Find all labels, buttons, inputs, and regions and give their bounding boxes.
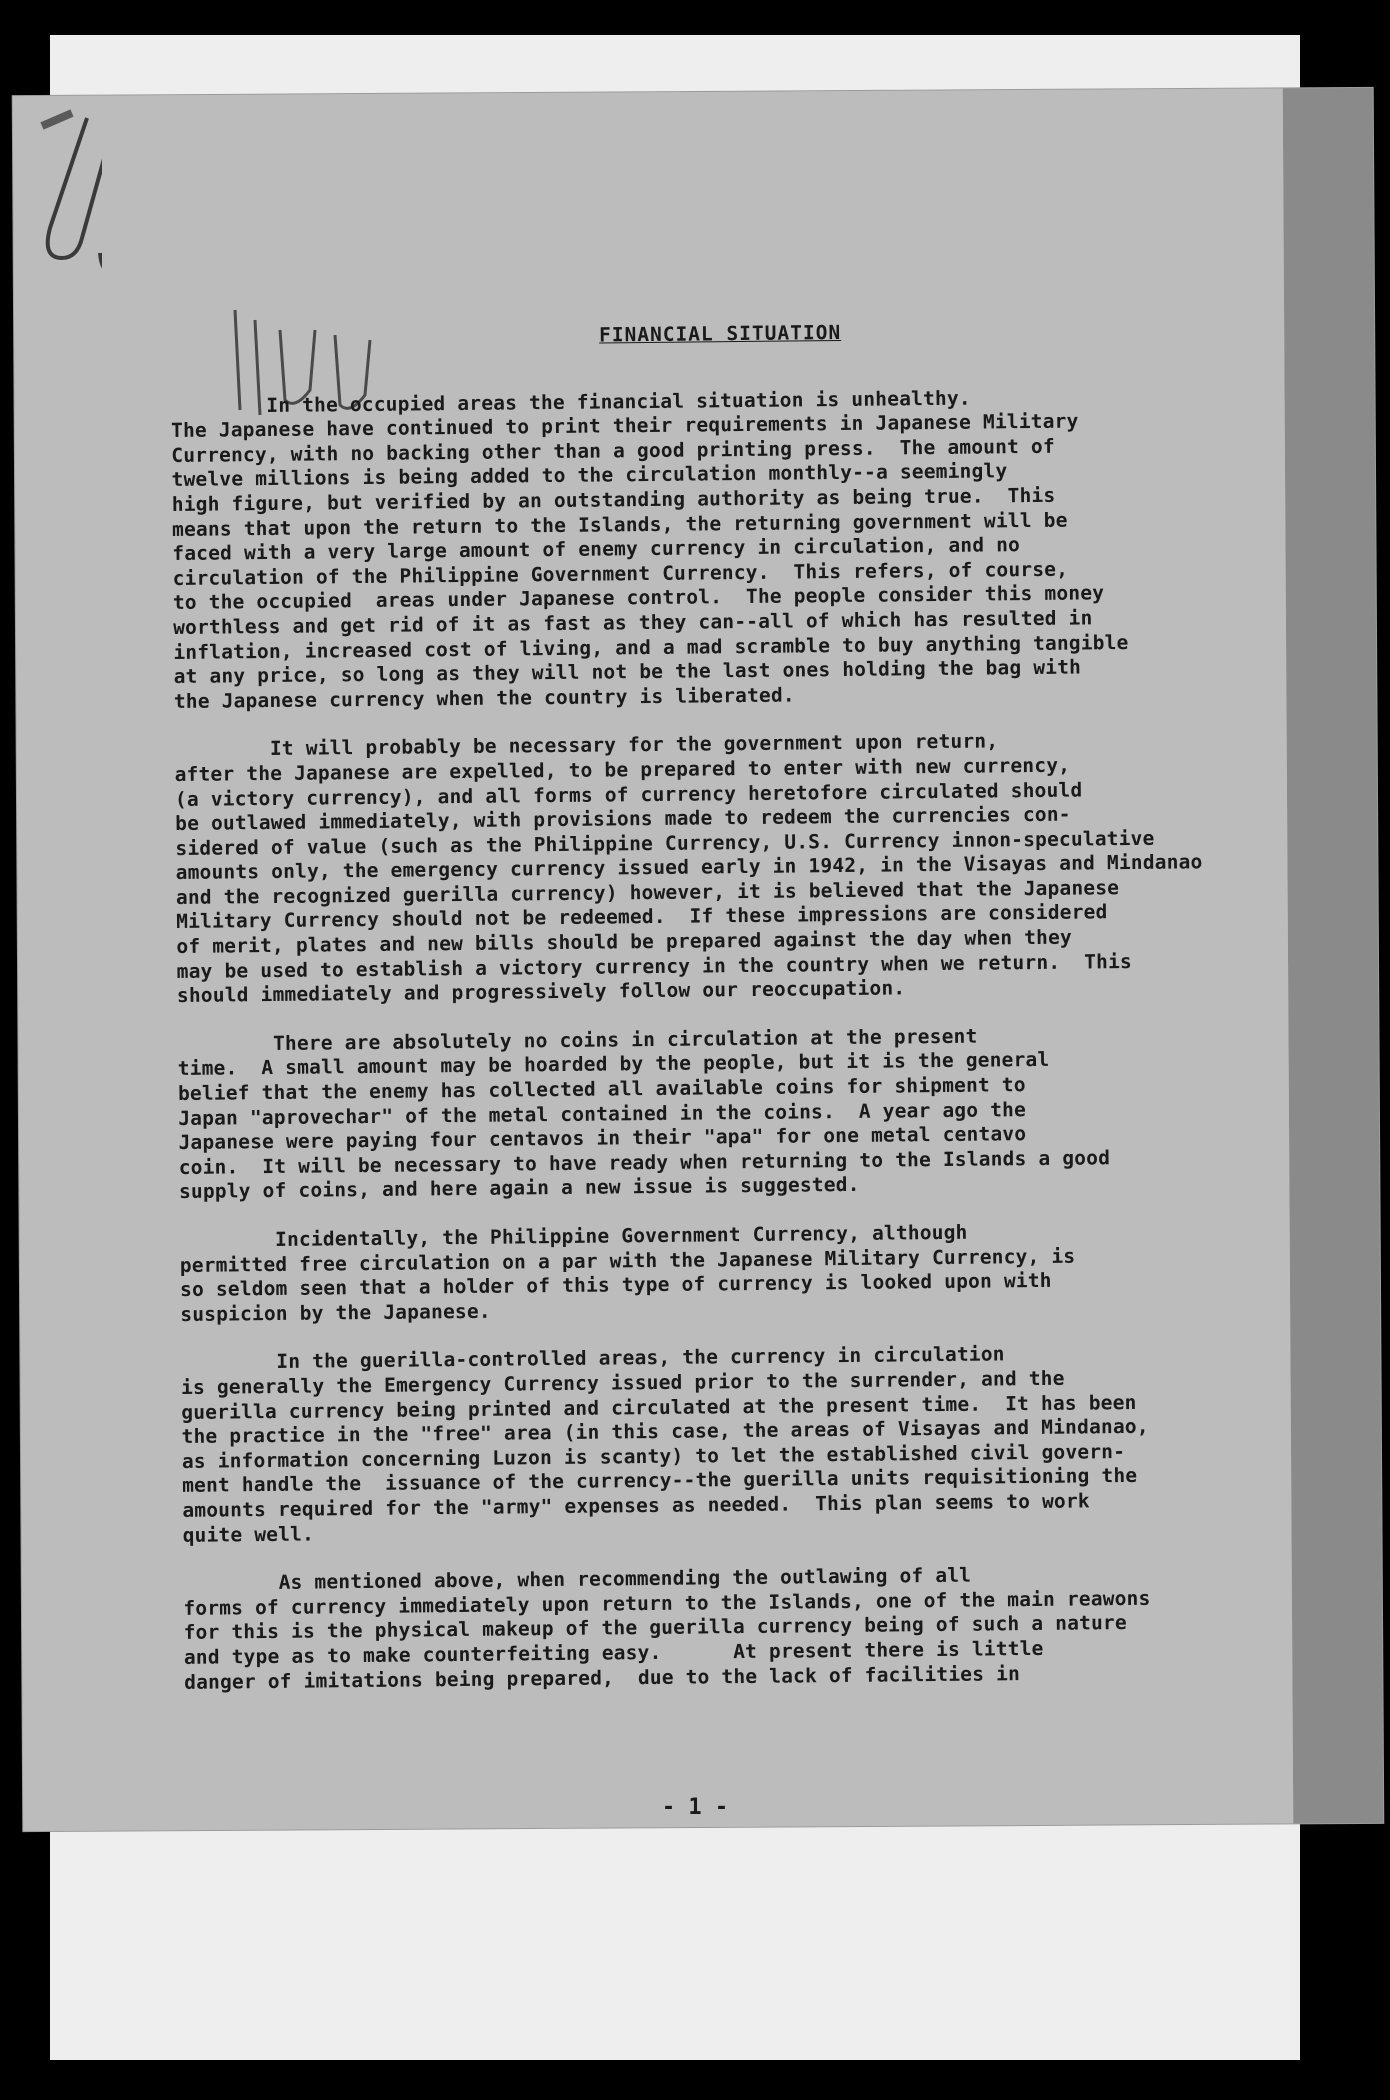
paragraph-counterfeiting: As mentioned above, when recommending the outlawing of all forms of currency immediately upon return to the Islands, one of the main reawons for this is the physical makeup of the guerilla currency being of such a nature and type as to make counterfeiting easy. At present there is little danger of imitations being prepared, due to the lack of facilities in (183, 1563, 1151, 1694)
paperclip-icon (32, 108, 102, 278)
document-body (170, 317, 1275, 1719)
sheet-shadow (1283, 88, 1384, 1824)
paragraph-guerilla-areas: In the guerilla-controlled areas, the currency in circulation is generally the Emergency Currency issued prior to the surrender, and the guerilla currency being printed and circulated at the present time. It has been the practice in the "free" area (in this case, the areas of Visayas and Mindanao, as information concerning Luzon is scanty) to let the established civil govern- ment handle the issuance of the currency--the guerilla units requisitioning the amounts required for the "army" expenses as needed. This plan seems to work quite well. (180, 1342, 1149, 1547)
paragraph-coins: There are absolutely no coins in circulation at the present time. A small amount may be hoarded by the people, but it is the general belief that the enemy has collected all available coins for shipment to Japan "aprovechar" of the metal contained in the coins. A year ago the Japanese were paying four centavos in their "apa" for one metal centavo coin. It will be necessary to have ready when returning to the Islands a good supply of coins, and here again a new issue is suggested. (177, 1024, 1111, 1204)
paragraph-philippine-currency: Incidentally, the Philippine Government Currency, although permitted free circulation on a par with the Japanese Military Currency, is so seldom seen that a holder of this type of currency is looked upon with suspicion by the Japanese. (179, 1220, 1076, 1326)
paragraph-victory-currency: It will probably be necessary for the government upon return, after the Japanese are expelled, to be prepared to enter with new currency, (a victory currency), and all forms of currency heretofore circulated should be outlawed immediately, with provisions made to redeem the currencies con- sidered of value (such as the Philippine Currency, U.S. Currency innon-speculative amounts only, the emergency currency issued early in 1942, in the Visayas and Mindanao and the recognized guerilla currency) however, it is believed that the Japanese Military Currency should not be redeemed. If these impressions are considered of merit, plates and new bills should be prepared against the day when they may be used to establish a victory currency in the country when we return. This should immediately and progressively follow our reoccupation. (174, 729, 1203, 1008)
document-title: FINANCIAL SITUATION (598, 320, 842, 347)
page-number: - 1 - (661, 1795, 729, 1820)
paragraph-occupied-areas: In the occupied areas the financial situation is unhealthy. The Japanese have continued to print their requirements in Japanese Military Currency, with no backing other than a good printing press. The amount of twelve millions is being added to the circulation monthly--a seemingly high figure, but verified by an outstanding authority as being true. This means that upon the return to the Islands, the returning government will be faced with a very large amount of enemy currency in circulation, and no circulation of the Philippine Government Currency. This refers, of course, to the occupied areas under Japanese control. The people consider this money worthless and get rid of it as fast as they can--all of which has resulted in inflation, increased cost of living, and a mad scramble to buy anything tangible at any price, so long as they will not be the last ones holding the bag with the Japanese currency when the country is liberated. (170, 386, 1129, 713)
